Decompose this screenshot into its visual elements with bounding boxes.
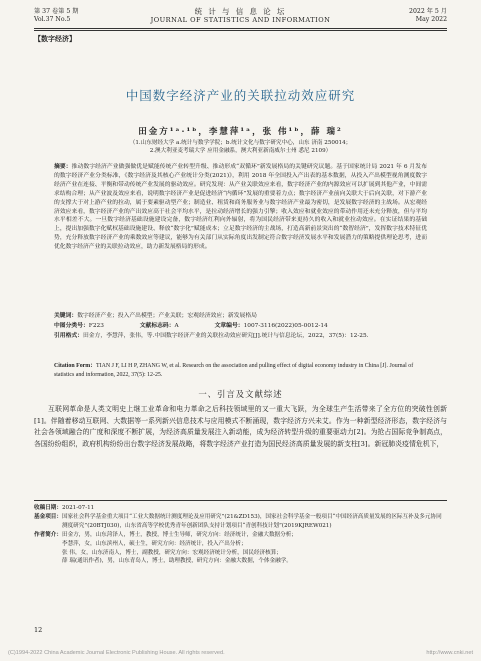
journal-cn: 统 计 与 信 息 论 坛 xyxy=(194,7,287,16)
issue-date xyxy=(409,8,447,24)
header-rule xyxy=(34,28,447,31)
received-date: 收稿日期： 2021-07-11 xyxy=(34,505,95,511)
page-number: 12 xyxy=(34,626,43,634)
copyright-text: (C)1994-2022 China Academic Journal Electronic Publishing House. All rights reserved. xyxy=(8,650,225,656)
author-list: 田金方¹ᵃ·¹ᵇ，李慧萍¹ᵃ，张 伟¹ᵇ，薛 瑞² xyxy=(138,127,343,137)
citation-cn xyxy=(54,332,427,341)
document-code: 文献标志码：A xyxy=(139,323,179,329)
citation-en-text: TIAN J F, LI H P, ZHANG W, et al. Research on the association and pulling effect of digital economy industry in China [J]. Journal of statistics and information, 2022, 37(5): 12-25. xyxy=(54,363,414,378)
journal-name xyxy=(34,8,447,24)
date-en: May 2022 xyxy=(415,16,447,23)
citation-en xyxy=(54,362,427,380)
body-paragraph: 互联网革命是人类文明史上继工业革命和电力革命之后科技领域里的又一重大飞跃，为全球生产生活带来了全方位的突破性创新[1]。伴随着移动互联网、大数据等一系列新兴信息技术与应用模式不断涌现，数字经济方兴未艾。作为一种新型经济形态，数字经济与社会各领域融合的广度和深度不断扩展，为经济高质量发展注入新动能，成为经济转型升级的重要驱动力[2]。为抢占国际竞争制高点，各国纷纷组织，政府机构纷纷出台数字经济发展战略，将数字经济产业打造为国民经济高质量发展的新支柱[3]。新冠肺炎疫情危机下， xyxy=(34,405,447,448)
classification-line xyxy=(54,322,427,331)
abstract-text: 推动数字经济产业做强做优是赋能传统产业转型升级、推动形成“双循环”新发展格局的关键研究议题。基于国家统计局 2021 年 6 月发布的数字经济产业分类标准，《数字经济及其核心产业统计分类(2021)》，利用 2018 年全国投入产出表的基本数据，从投入产出模型视角测度数字经济产业在连接、平衡和带动传统产业发展的驱动效应。研究发现：从产业关联效应来看，数字经济产业的内源效应可以扩展到其他产业，中间需求结构合理；从产业波及效应来看，说明数字经济产业是促进经济“内循环”发展的重要着力点；数字经济产业前向关联大于后向关联，对下游产业的支撑大于对上游产业的拉动，属于要素驱动型产业；制造业、租赁和商务服务业与数字经济产业最为密切，是发展数字经济的主战场。从宏观经济效应来看，数字经济产业的产出效应高于社会平均水平，是拉动经济增长的强力引擎；收入效应和就业效应的带动作用还未充分释放，但与平均水平相差不大。一旦数字经济基础设施建设完备，数字经济红利向外辐射，将为国民经济带来更持久的收入和就业拉动效应。在实证结果的基础上，提出加强数字化赋权基础设施建设、释放“数字化”赋能成本；立足数字经济的主战场，打造高新前景突出的“数智经济”，发挥数字技术特征优势，充分释放数字经济产业的乘数效应等建议，能够为有关部门从实际角度出发制定符合数字经济发展水平和发展潜力的策略提供理论思考，进而优化数字经济产业的关联拉动效应，助力新发展格局的形成。 xyxy=(54,164,427,251)
citation-en-label: Citation Form： xyxy=(54,363,97,369)
abstract xyxy=(54,163,427,252)
author-bio: 田金方，男，山东菏泽人，博士，教授，博士生导师，研究方向：经济统计，金融大数据分析； xyxy=(61,531,297,538)
fund-info: 基金项目： 国家社会科学基金重大项目“工业大数据统计测度理论及应用研究”(21&ZD153)，国家社会科学基金一般项目“中国经济高质量发展的区际互补及多元协同测度研究”(20BTJ030)，山东省高等学校优秀青年创新团队支持计划项目“青创科技计划”(2019KJREW021) xyxy=(34,513,442,529)
author-bio: 薛 瑞(通讯作者)，男，山东青岛人，博士，助理教授，研究方向：金融大数据，个体金融学。 xyxy=(61,558,292,565)
author-bio: 李慧萍，女，山东滨州人，硕士生，研究方向：经济统计，投入产出分析； xyxy=(61,540,247,547)
article-number: 文章编号：1007-3116(2022)05-0012-14 xyxy=(214,323,328,329)
clc-number: 中图分类号：F223 xyxy=(54,323,104,329)
keywords-text: 数字经济产业；投入产出模型；产业关联；宏观经济效应；新发展格局 xyxy=(77,313,257,319)
affiliation-line: （1.山东财经大学 a.统计与数学学院；b.统计文化与数字研究中心，山东 济南 250014； xyxy=(129,140,352,146)
affiliation-line: 2.澳大利亚麦考瑞大学 应用金融系，澳大利亚新南威尔士州 悉尼 2109） xyxy=(149,148,332,154)
affiliations xyxy=(0,139,481,155)
keywords xyxy=(54,312,427,321)
keywords-label: 关键词： xyxy=(54,313,78,319)
citation-cn-label: 引用格式： xyxy=(54,333,83,339)
running-header xyxy=(34,8,447,30)
section-label: 【数字经济】 xyxy=(34,34,76,43)
author-bios: 作者简介： 田金方，男，山东菏泽人，博士，教授，博士生导师，研究方向：经济统计，金融大数据分析； 李慧萍，女，山东滨州人，硕士生，研究方向：经济统计，投入产出分析； 张 伟，女，山东济南人，博士，副教授，研究方向：宏观经济统计分析，国民经济核算； 薛 瑞(通讯作者)，男，山东青岛人，博士，助理教授，研究方向：金融大数据，个体金融学。 xyxy=(34,531,297,565)
citation-cn-text: 田金方，李慧萍，张伟，等.中国数字经济产业的关联拉动效应研究[J].统计与信息论坛，2022，37(5)：12-25. xyxy=(83,333,369,339)
author-bio: 张 伟，女，山东济南人，博士，副教授，研究方向：宏观经济统计分析，国民经济核算； xyxy=(61,549,282,556)
footnote-block xyxy=(34,500,447,566)
volume-cn: 第 37 卷第 5 期 xyxy=(34,8,79,15)
paper-title: 中国数字经济产业的关联拉动效应研究 xyxy=(125,88,356,103)
cnki-link[interactable]: http://www.cnki.net xyxy=(426,650,473,656)
journal-en: JOURNAL OF STATISTICS AND INFORMATION xyxy=(150,16,331,24)
section-heading: 一、引言及文献综述 xyxy=(198,389,283,399)
volume-en: Vol.37 No.5 xyxy=(34,16,71,23)
abstract-label: 摘要： xyxy=(54,164,72,170)
date-cn: 2022 年 5 月 xyxy=(409,8,447,15)
